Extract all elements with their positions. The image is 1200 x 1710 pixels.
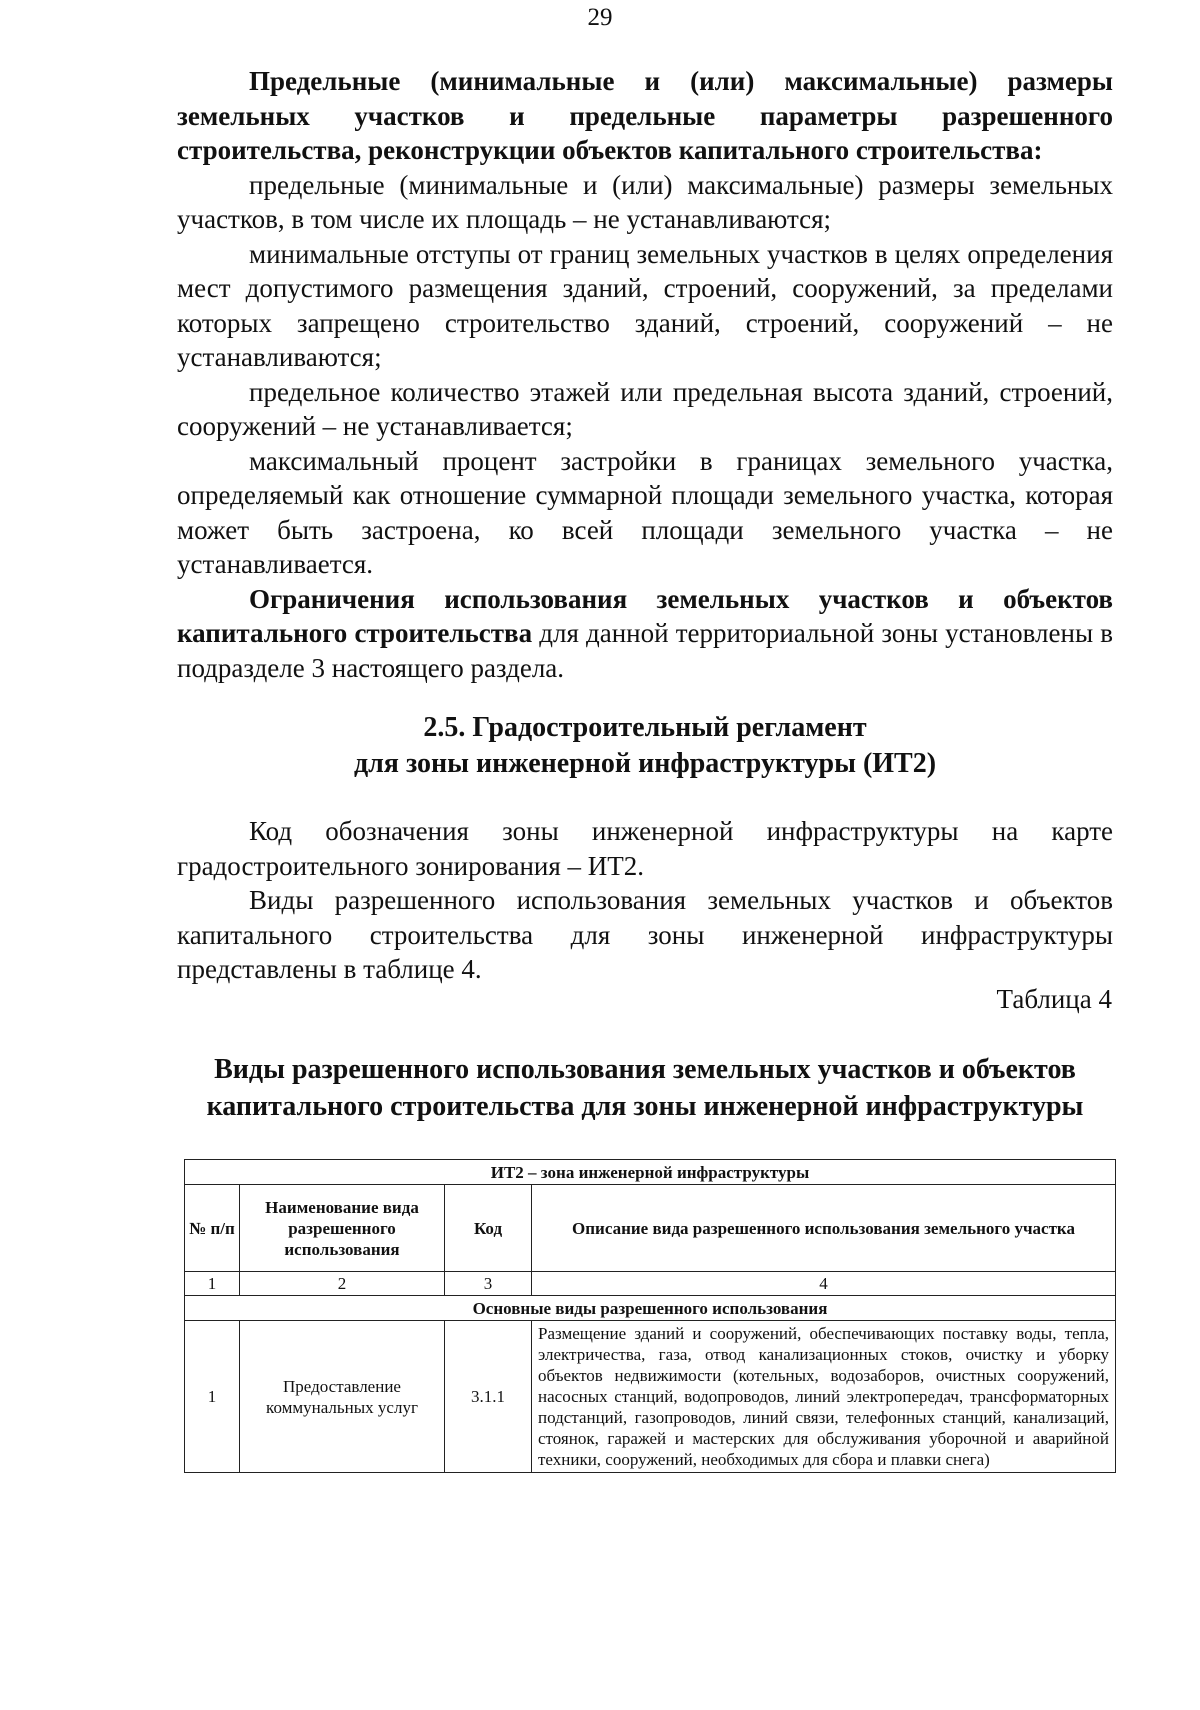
land-use-table [184, 1159, 1116, 1473]
row-desc-cell: Размещение зданий и сооружений, обеспечивающих поставку воды, тепла, электричества, газа, отвод канализационных стоков, очистку и уборку объектов недвижимости (котельных, водозаборов, очистных сооружений, насосных станций, водопроводов, линий электропередач, трансформаторных подстанций, газопроводов, линий связи, телефонных станций, канализаций, стоянок, гаражей и мастерских для обслуживания уборочной и аварийной техники, сооружений, необходимых для сбора и плавки снега) [532, 1321, 1116, 1473]
parameters-heading: Предельные (минимальные и (или) максимальные) размеры земельных участков и предельные параметры разрешенного строительства, реконструкции объектов капитального строительства: [177, 66, 1113, 165]
table-label: Таблица 4 [996, 984, 1112, 1014]
zone-header-cell: ИТ2 – зона инженерной инфраструктуры [185, 1160, 1116, 1185]
table-zone-header-row [185, 1160, 1116, 1185]
paragraph-zone-code: Код обозначения зоны инженерной инфраструктуры на карте градостроительного зонирования – ИТ2. [177, 816, 1113, 881]
table-title-line1: Виды разрешенного использования земельных участков и объектов [214, 1054, 1076, 1085]
group-label-cell: Основные виды разрешенного использования [185, 1296, 1116, 1321]
header-code: Код [445, 1185, 532, 1272]
column-number-4: 4 [532, 1272, 1116, 1296]
page-number: 29 [587, 4, 613, 31]
header-desc: Описание вида разрешенного использования земельного участка [532, 1185, 1116, 1272]
column-number-3: 3 [445, 1272, 532, 1296]
section-title-line1: 2.5. Градостроительный регламент [423, 712, 867, 743]
table-column-numbers-row [185, 1272, 1116, 1296]
paragraph-restrictions [177, 582, 1113, 686]
restrictions-rest-text: для данной территориальной зоны установлены в подразделе 3 настоящего раздела. [177, 618, 1113, 683]
regulations-block [177, 64, 1113, 685]
row-code-cell: 3.1.1 [445, 1321, 532, 1473]
table-title-line2: капитального строительства для зоны инженерной инфраструктуры [206, 1091, 1084, 1122]
table-header-row [185, 1185, 1116, 1272]
paragraph-coverage: максимальный процент застройки в границах земельного участка, определяемый как отношение суммарной площади земельного участка, которая может быть застроена, ко всей площади земельного участка – не устанавливается. [177, 445, 1113, 579]
table-group-row [185, 1296, 1116, 1321]
header-name: Наименование вида разрешенного использования [240, 1185, 445, 1272]
section-title-line2: для зоны инженерной инфраструктуры (ИТ2) [353, 748, 937, 779]
table-title [150, 1051, 1140, 1125]
table-row [185, 1321, 1116, 1473]
paragraph-table-reference: Виды разрешенного использования земельных участков и объектов капитального строительства для зоны инженерной инфраструктуры представлены в таблице 4. [177, 885, 1113, 984]
row-name-cell: Предоставление коммунальных услуг [240, 1321, 445, 1473]
section-intro [177, 814, 1113, 987]
row-num-cell: 1 [185, 1321, 240, 1473]
paragraph-floors: предельное количество этажей или предельная высота зданий, строений, сооружений – не устанавливается; [177, 376, 1113, 441]
column-number-2: 2 [240, 1272, 445, 1296]
restrictions-bold-text: Ограничения использования земельных участков и объектов капитального строительства [177, 583, 1113, 648]
column-number-1: 1 [185, 1272, 240, 1296]
paragraph-plot-sizes: предельные (минимальные и (или) максимальные) размеры земельных участков, в том числе их площадь – не устанавливаются; [177, 169, 1113, 234]
header-num: № п/п [185, 1185, 240, 1272]
paragraph-setbacks: минимальные отступы от границ земельных участков в целях определения мест допустимого размещения зданий, строений, сооружений, за пределами которых запрещено строительство зданий, строений, сооружений – не устанавливаются; [177, 238, 1113, 372]
section-title [177, 710, 1113, 782]
